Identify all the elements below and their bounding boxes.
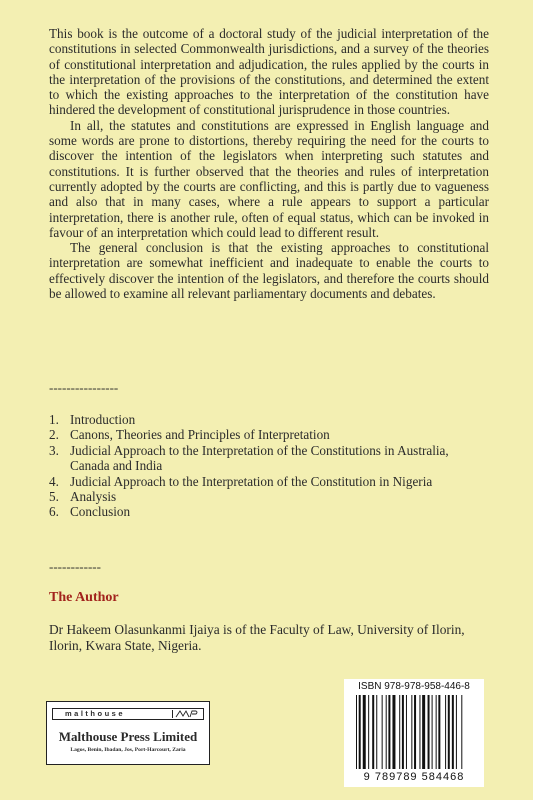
publisher-logo [46,701,210,765]
publisher-cities: Lagos, Benin, Ibadan, Jos, Port-Harcourt, Zaria [70,747,186,753]
blurb-paragraph: This book is the outcome of a doctoral study of the judicial interpretation of the constitutions in selected Commonwealth jurisdictions, and a survey of the theories of constitutional interpretation and adjudication, the rules applied by the courts in the interpretation of the provisions of the constitutions, and determined the extent to which the existing approaches to the interpretation of the constitution have hindered the development of constitutional jurisprudence in those countries. [49,26,489,118]
mp-monogram-icon [172,710,199,718]
toc-item [49,489,469,504]
blurb-paragraph: In all, the statutes and constitutions are expressed in English language and some words are prone to distortions, thereby requiring the need for the courts to discover the intention of the legislators when interpreting such statutes and constitutions. It is further observed that the theories and rules of interpretation currently adopted by the courts are conflicting, and this is partly due to vagueness and also that in many cases, where a rule appears to support a particular interpretation, there is another rule, often of equal status, which can be invoked in favour of an interpretation which could lead to different result. [49,117,489,240]
toc-title: Canons, Theories and Principles of Interpretation [70,427,330,443]
toc-number: 1. [49,412,59,427]
publisher-name: Malthouse Press Limited [58,729,198,744]
toc-number: 3. [49,442,59,458]
toc-item [49,474,469,489]
toc-title: Introduction [70,412,136,427]
publisher-wordmark: malthouse [65,709,126,718]
toc-item [49,504,469,519]
toc-number: 4. [49,473,59,489]
back-cover-blurb [49,26,489,301]
isbn-number: ISBN 978-978-958-446-8 [358,681,470,692]
toc-title: Analysis [70,489,117,505]
toc-title: Judicial Approach to the Interpretation of the Constitution in Nigeria [70,473,433,489]
toc-number: 5. [49,489,59,505]
toc-number: 6. [49,504,59,520]
blurb-paragraph: The general conclusion is that the existing approaches to constitutional interpretation are somewhat inefficient and inadequate to enable the courts to effectively discover the intention of the legislators, and therefore the courts should be allowed to examine all relevant parliamentary documents and debates. [49,240,489,302]
toc-title: Judicial Approach to the Interpretation of the Constitutions in Australia, Canada and India [70,442,449,474]
toc-item [49,412,469,427]
toc-item [49,427,469,442]
author-heading: The Author [49,590,119,605]
author-bio: Dr Hakeem Olasunkanmi Ijaiya is of the Faculty of Law, University of Ilorin, Ilorin, Kwara State, Nigeria. [49,622,465,653]
separator-line: ---------------- [49,380,119,395]
toc-title: Conclusion [70,504,131,520]
separator-line: ------------ [49,559,101,574]
isbn-digits: 9 789789 584468 [363,771,465,783]
toc-item [49,443,469,474]
isbn-barcode [344,679,484,787]
toc-number: 2. [49,427,59,443]
table-of-contents [49,412,469,520]
publisher-wordmark-box [52,708,204,720]
